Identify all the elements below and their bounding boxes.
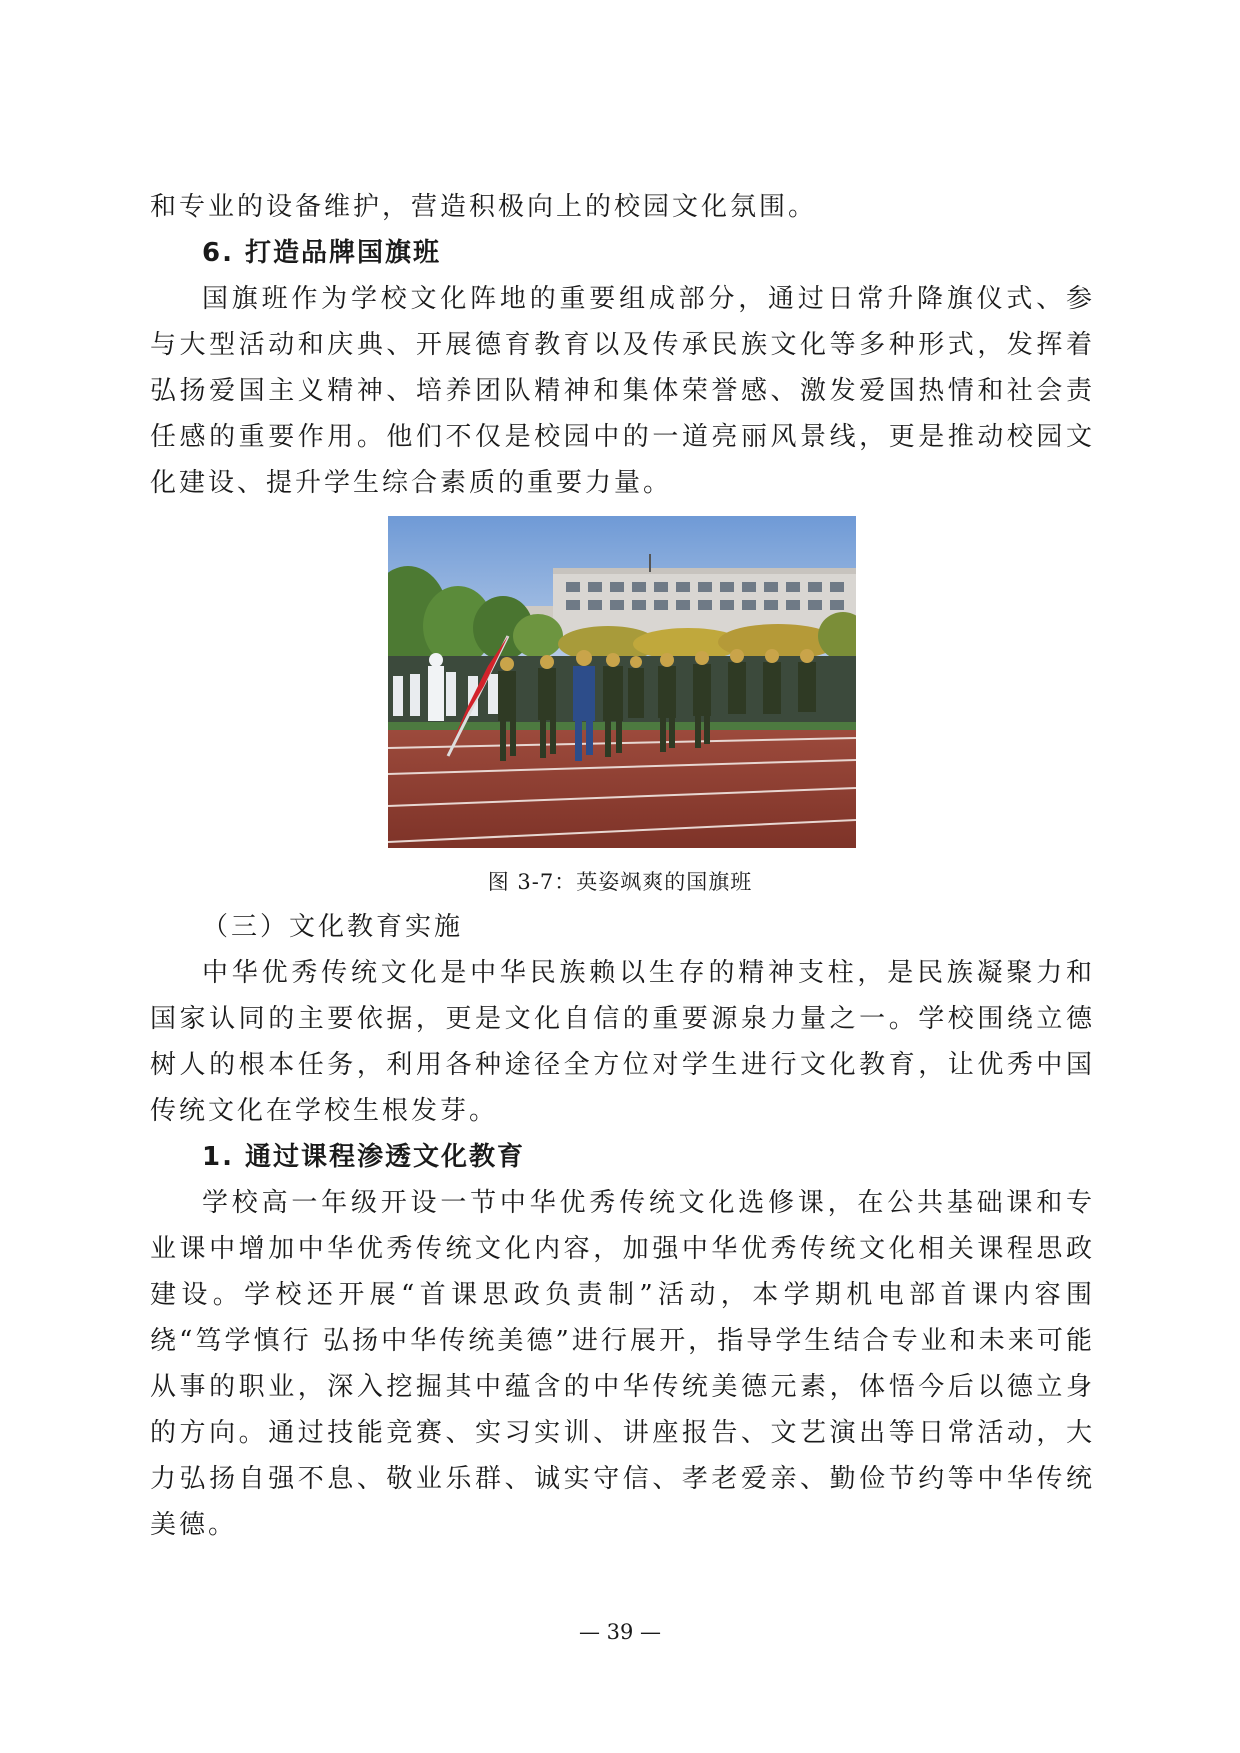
section-heading-3: （三）文化教育实施 (202, 912, 464, 942)
continued-paragraph: 和专业的设备维护，营造积极向上的校园文化氛围。 (150, 192, 818, 222)
page-number: — 39 — (578, 1620, 662, 1644)
top-text-block (150, 184, 1095, 506)
bottom-text-block (150, 904, 1095, 1548)
course-paragraph: 学校高一年级开设一节中华优秀传统文化选修课，在公共基础课和专业课中增加中华优秀传统文化内容，加强中华优秀传统文化相关课程思政建设。学校还开展“首课思政负责制”活动，本学期机电部首课内容围绕“笃学慎行 弘扬中华传统美德”进行展开，指导学生结合专业和未来可能从事的职业，深入挖掘其中蕴含的中华传统美德元素，体悟今后以德立身的方向。通过技能竞赛、实习实训、讲座报告、文艺演出等日常活动，大力弘扬自强不息、敬业乐群、诚实守信、孝老爱亲、勤俭节约等中华传统美德。 (150, 1188, 1095, 1540)
figure-caption: 图 3-7：英姿飒爽的国旗班 (487, 870, 753, 894)
section-heading-6: 6. 打造品牌国旗班 (202, 238, 442, 268)
section-heading-1: 1. 通过课程渗透文化教育 (202, 1142, 526, 1172)
flag-team-paragraph: 国旗班作为学校文化阵地的重要组成部分，通过日常升降旗仪式、参与大型活动和庆典、开展德育教育以及传承民族文化等多种形式，发挥着弘扬爱国主义精神、培养团队精神和集体荣誉感、激发爱国热情和社会责任感的重要作用。他们不仅是校园中的一道亮丽风景线，更是推动校园文化建设、提升学生综合素质的重要力量。 (150, 284, 1095, 498)
flag-team-photo (388, 516, 856, 848)
culture-paragraph: 中华优秀传统文化是中华民族赖以生存的精神支柱，是民族凝聚力和国家认同的主要依据，更是文化自信的重要源泉力量之一。学校围绕立德树人的根本任务，利用各种途径全方位对学生进行文化教育，让优秀中国传统文化在学校生根发芽。 (150, 958, 1095, 1126)
